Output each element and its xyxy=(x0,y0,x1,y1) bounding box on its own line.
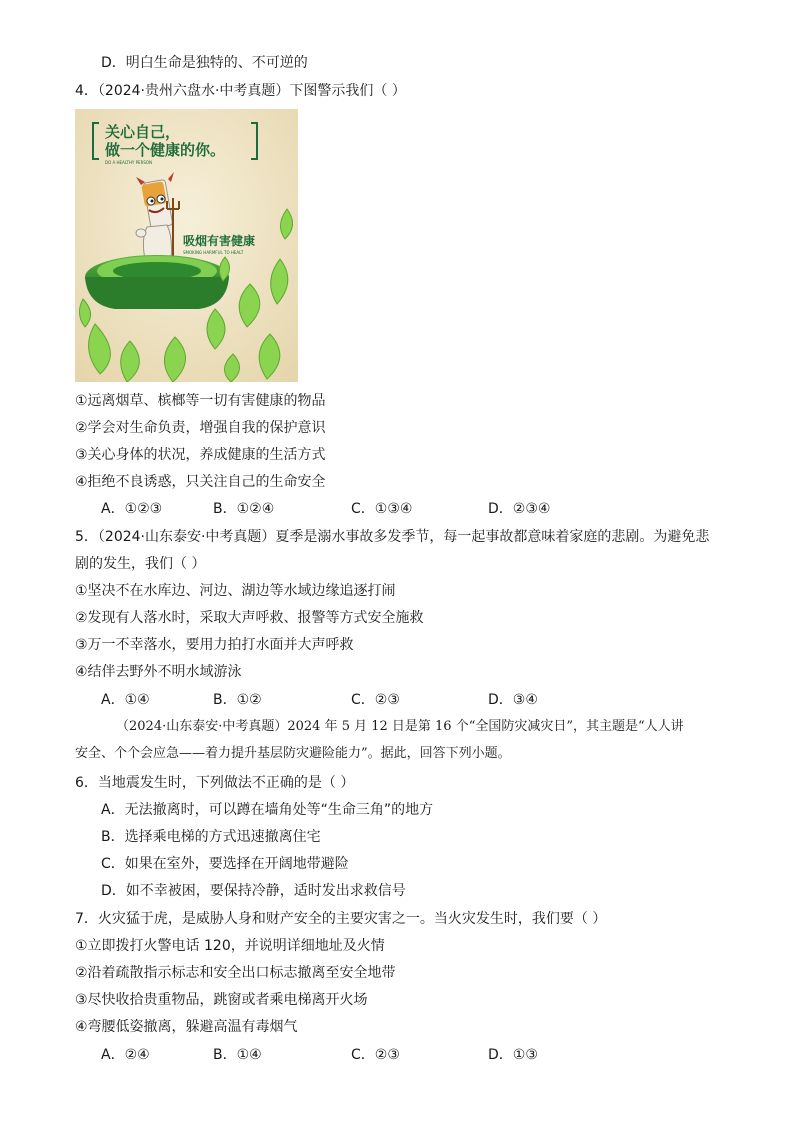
poster-headline-1: 关心自己， xyxy=(105,123,181,141)
q4-option-a[interactable]: A．①②③ xyxy=(101,501,163,517)
q7-option-d[interactable]: D．①③ xyxy=(488,1047,538,1063)
q6-option-c[interactable]: C．如果在室外，要选择在开阔地带避险 xyxy=(101,856,349,872)
q6-option-d[interactable]: D．如不幸被困，要保持冷静，适时发出求救信号 xyxy=(101,883,406,899)
q7-statement-1: ①立即拨打火警电话 120，并说明详细地址及火情 xyxy=(75,938,385,954)
q7-statement-2: ②沿着疏散指示标志和安全出口标志撤离至安全地带 xyxy=(75,965,396,981)
q5-option-a[interactable]: A．①④ xyxy=(101,692,150,708)
q4-option-d[interactable]: D．②③④ xyxy=(488,501,551,517)
q4-statement-3: ③关心身体的状况，养成健康的生活方式 xyxy=(75,447,326,463)
poster-slogan: 吸烟有害健康 xyxy=(183,234,256,248)
q4-statement-1: ①远离烟草、槟榔等一切有害健康的物品 xyxy=(75,393,326,409)
q5-statement-1: ①坚决不在水库边、河边、湖边等水域边缘追逐打闹 xyxy=(75,583,396,599)
q6-option-b[interactable]: B．选择乘电梯的方式迅速撤离住宅 xyxy=(101,829,321,845)
q4-statement-2: ②学会对生命负责，增强自我的保护意识 xyxy=(75,420,326,436)
q5-option-d[interactable]: D．③④ xyxy=(488,692,538,708)
q6-stem: 6．当地震发生时，下列做法不正确的是（ ） xyxy=(75,775,355,791)
q5-statement-4: ④结伴去野外不明水域游泳 xyxy=(75,664,242,680)
q5-statement-2: ②发现有人落水时，采取大声呼救、报警等方式安全施救 xyxy=(75,610,424,626)
q7-statement-3: ③尽快收拾贵重物品，跳窗或者乘电梯离开火场 xyxy=(75,992,368,1008)
q5-option-c[interactable]: C．②③ xyxy=(351,692,400,708)
poster-slogan-en: SMOKING HARMFUL TO HEALT xyxy=(183,250,244,255)
q7-statement-4: ④弯腰低姿撤离，躲避高温有毒烟气 xyxy=(75,1019,298,1035)
q4-option-b[interactable]: B．①②④ xyxy=(213,501,275,517)
q5-statement-3: ③万一不幸落水，要用力拍打水面并大声呼救 xyxy=(75,637,354,653)
q7-option-b[interactable]: B．①④ xyxy=(213,1047,262,1063)
passage-line1: （2024·山东泰安·中考真题）2024 年 5 月 12 日是第 16 个“全国防灾减灾日”，其主题是“人人讲 xyxy=(116,719,684,734)
passage-line2: 安全、个个会应急——着力提升基层防灾避险能力”。据此，回答下列小题。 xyxy=(75,746,511,761)
poster-headline-en: DO A HEALTHY PERSON xyxy=(105,160,153,165)
q7-option-c[interactable]: C．②③ xyxy=(351,1047,400,1063)
q3-option-d: D．明白生命是独特的、不可逆的 xyxy=(101,55,308,71)
q7-option-a[interactable]: A．②④ xyxy=(101,1047,150,1063)
q7-stem: 7．火灾猛于虎，是威胁人身和财产安全的主要灾害之一。当火灾发生时，我们要（ ） xyxy=(75,911,607,927)
q4-stem: 4．（2024·贵州六盘水·中考真题）下图警示我们（ ） xyxy=(75,83,406,99)
q5-stem-line1: 5．（2024·山东泰安·中考真题）夏季是溺水事故多发季节，每一起事故都意味着家庭的悲剧。为避免悲 xyxy=(75,529,710,545)
q5-option-b[interactable]: B．①② xyxy=(213,692,262,708)
anti-smoking-poster xyxy=(75,109,298,382)
q4-statement-4: ④拒绝不良诱惑，只关注自己的生命安全 xyxy=(75,474,326,490)
poster-headline-2: 做一个健康的你。 xyxy=(105,141,226,159)
q6-option-a[interactable]: A．无法撤离时，可以蹲在墙角处等“生命三角”的地方 xyxy=(101,802,434,818)
ashtray-icon xyxy=(85,255,229,309)
q5-stem-line2: 剧的发生，我们（ ） xyxy=(75,556,206,572)
q4-option-c[interactable]: C．①③④ xyxy=(351,501,413,517)
